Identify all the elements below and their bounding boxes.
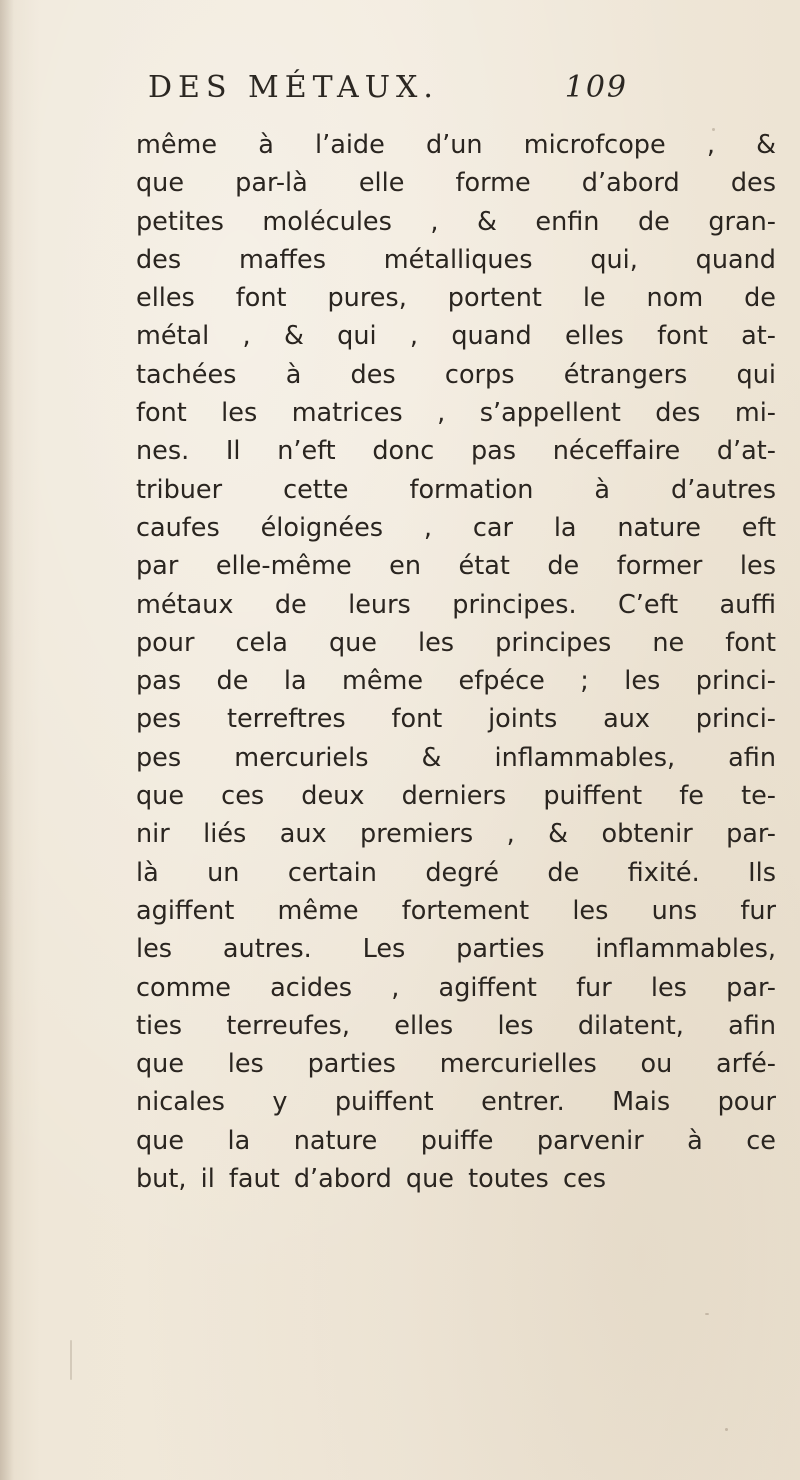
text-line: tachées à des corps étrangers qui [136,359,776,390]
text-line: font les matrices , s’appellent des mi- [136,398,776,429]
text-line: que par-là elle forme d’abord des [136,168,776,199]
text-line: pes terreftres font joints aux princi- [136,704,776,735]
text-line: que les parties mercurielles ou arfé- [136,1049,776,1080]
page-number: 109 [564,70,628,105]
text-line: les autres. Les parties inflammables, [136,934,776,965]
text-line: pas de la même efpéce ; les princi- [136,666,776,697]
text-line: des maffes métalliques qui, quand [136,244,776,275]
page-header [148,70,628,120]
paper-speck [712,128,715,131]
text-line: elles font pures, portent le nom de [136,283,776,314]
text-line: là un certain degré de fixité. Ils [136,857,776,888]
text-line: agiffent même fortement les uns fur [136,895,776,926]
paper-speck [70,1340,72,1380]
text-line: nir liés aux premiers , & obtenir par- [136,819,776,850]
text-line: métaux de leurs principes. C’eft auffi [136,589,776,620]
text-line: pour cela que les principes ne font [136,627,776,658]
body-text [136,126,776,1198]
text-line: tribuer cette formation à d’autres [136,474,776,505]
text-line: nicales y puiffent entrer. Mais pour [136,1087,776,1118]
paper-speck [705,1313,709,1315]
text-line: par elle-même en état de former les [136,551,776,582]
text-line: caufes éloignées , car la nature eft [136,512,776,543]
text-line: même à l’aide d’un microfcope , & [136,130,776,160]
text-line: que ces deux derniers puiffent fe te- [136,781,776,812]
paper-speck [725,1428,728,1431]
text-line: nes. Il n’eft donc pas néceffaire d’at- [136,436,776,467]
text-line: comme acides , agiffent fur les par- [136,972,776,1003]
text-line: ties terreufes, elles les dilatent, afin [136,1010,776,1041]
text-line: que la nature puiffe parvenir à ce [136,1125,776,1156]
text-line: pes mercuriels & inflammables, afin [136,742,776,773]
text-line: métal , & qui , quand elles font at- [136,321,776,352]
text-line: petites molécules , & enfin de gran- [136,206,776,237]
running-title: DES MÉTAUX. [148,70,439,105]
text-line: but, il faut d’abord que toutes ces [136,1164,606,1195]
page-gutter-shadow [0,0,14,1480]
